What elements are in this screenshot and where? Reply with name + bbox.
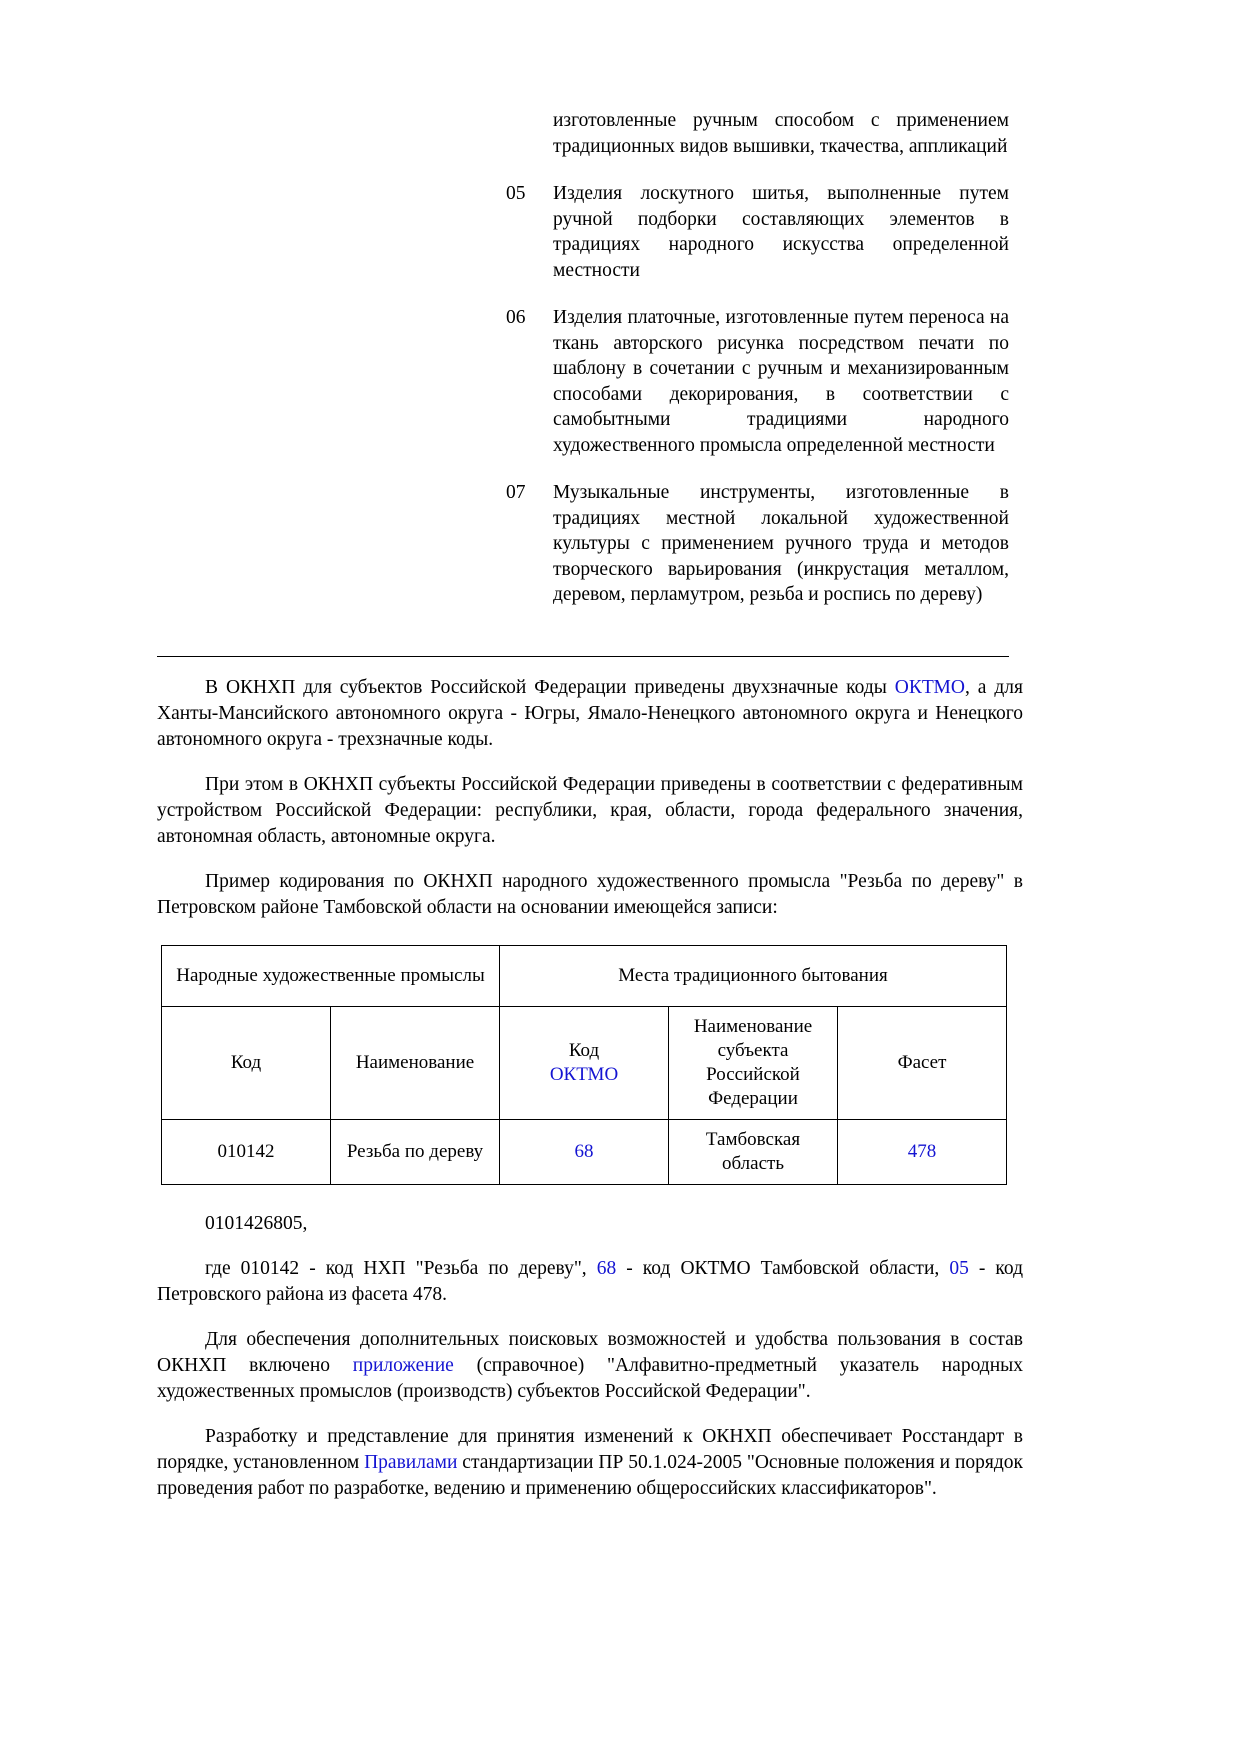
col-header-subject-line1: Наименование субъекта: [693, 1016, 813, 1061]
paragraph-code-explanation: [157, 1256, 1023, 1308]
list-item: [157, 181, 1009, 283]
appx-text-b: (справочное) "Алфавитно-предметный указатель народных художественных промыслов (производств) субъектов Российской Федерации".: [157, 1355, 1023, 1402]
numbered-items-block: [157, 108, 1009, 630]
cell-faset: [838, 1120, 1007, 1185]
para-text-b: , а для Ханты-Мансийского автономного округа - Югры, Ямало-Ненецкого автономного округа и Ненецкого автономного округа - трехзначные коды.: [157, 677, 1024, 750]
cell-naimenovanie: Резьба по дереву: [331, 1120, 500, 1185]
para-text-a: В ОКНХП для субъектов Российской Федерации приведены двухзначные коды: [205, 677, 895, 698]
table-group-header-row: [162, 946, 1007, 1007]
cell-subject: Тамбовская область: [669, 1120, 838, 1185]
code-table: [161, 945, 1007, 1185]
col-header-kod-oktmo-line1: Код: [568, 1040, 600, 1061]
col-header-kod-oktmo: [500, 1007, 669, 1120]
link-oktmo-68[interactable]: 68: [596, 1258, 617, 1279]
group-header-places: Места традиционного бытования: [500, 946, 1007, 1007]
paragraph-oktmo-codes: [157, 675, 1023, 753]
col-header-subject: [669, 1007, 838, 1120]
item-text: изготовленные ручным способом с применением традиционных видов вышивки, ткачества, аппликаций: [553, 110, 1009, 157]
item-text: Изделия лоскутного шитья, выполненные путем ручной подборки составляющих элементов в традициях народного искусства определенной местности: [553, 183, 1009, 281]
link-district-05[interactable]: 05: [949, 1258, 969, 1279]
expl-text-c: - код Петровского района из фасета 478.: [157, 1258, 1024, 1305]
list-item: [157, 108, 1009, 159]
paragraph-code-result: 0101426805,: [205, 1213, 308, 1234]
col-header-faset: Фасет: [838, 1007, 1007, 1120]
expl-text-b: - код ОКТМО Тамбовской области,: [616, 1258, 950, 1279]
cell-oktmo: [500, 1120, 669, 1185]
link-oktmo-value[interactable]: 68: [574, 1141, 594, 1162]
item-code: 05: [506, 183, 526, 204]
paragraph-index-appendix: [157, 1327, 1023, 1405]
table-row: [162, 1120, 1007, 1185]
list-item: [157, 305, 1009, 458]
link-oktmo-header[interactable]: ОКТМО: [549, 1064, 619, 1085]
col-header-subject-line2: Российской Федерации: [706, 1064, 800, 1109]
rost-text-a: Разработку и представление для принятия изменений к ОКНХП обеспечивает Росстандарт в порядке, установленном: [157, 1426, 1023, 1473]
expl-text-a: где 010142 - код НХП "Резьба по дереву",: [205, 1258, 597, 1279]
paragraph-rosstandart: [157, 1424, 1023, 1502]
appx-text-a: Для обеспечения дополнительных поисковых возможностей и удобства пользования в состав ОКНХП включено: [157, 1329, 1023, 1376]
link-prilozhenie[interactable]: приложение: [352, 1355, 454, 1376]
item-text: Изделия платочные, изготовленные путем переноса на ткань авторского рисунка посредством печати по шаблону в сочетании с ручным и механизированным способами декорирования, в соответствии с самобытными традициями народного художественного промысла определенной местности: [553, 307, 1009, 456]
col-header-naimenovanie: Наименование: [331, 1007, 500, 1120]
link-pravilami[interactable]: Правилами: [364, 1452, 458, 1473]
rost-text-b: стандартизации ПР 50.1.024-2005 "Основные положения и порядок проведения работ по разработке, ведению и применению общероссийских классификаторов".: [157, 1452, 1023, 1499]
link-faset-value[interactable]: 478: [907, 1141, 937, 1162]
link-oktmo[interactable]: ОКТМО: [894, 677, 965, 698]
paragraph-coding-example: Пример кодирования по ОКНХП народного художественного промысла "Резьба по дереву" в Петровском районе Тамбовской области на основании имеющейся записи:: [157, 871, 1023, 918]
list-item: [157, 480, 1009, 608]
item-code: 06: [506, 307, 526, 328]
paragraph-federal-structure: При этом в ОКНХП субъекты Российской Федерации приведены в соответствии с федеративным устройством Российской Федерации: республики, края, области, города федерального значения, автономная область, автономные округа.: [157, 774, 1023, 847]
group-header-crafts: Народные художественные промыслы: [162, 946, 500, 1007]
item-code: 07: [506, 482, 526, 503]
item-text: Музыкальные инструменты, изготовленные в традициях местной локальной художественной культуры с применением ручного труда и методов творческого варьирования (инкрустация металлом, деревом, перламутром, резьба и роспись по дереву): [553, 482, 1009, 605]
horizontal-divider: [157, 656, 1009, 657]
cell-kod: 010142: [162, 1120, 331, 1185]
document-body: [157, 675, 1023, 1502]
code-table-wrapper: [157, 945, 1023, 1185]
table-column-header-row: [162, 1007, 1007, 1120]
col-header-kod: Код: [162, 1007, 331, 1120]
